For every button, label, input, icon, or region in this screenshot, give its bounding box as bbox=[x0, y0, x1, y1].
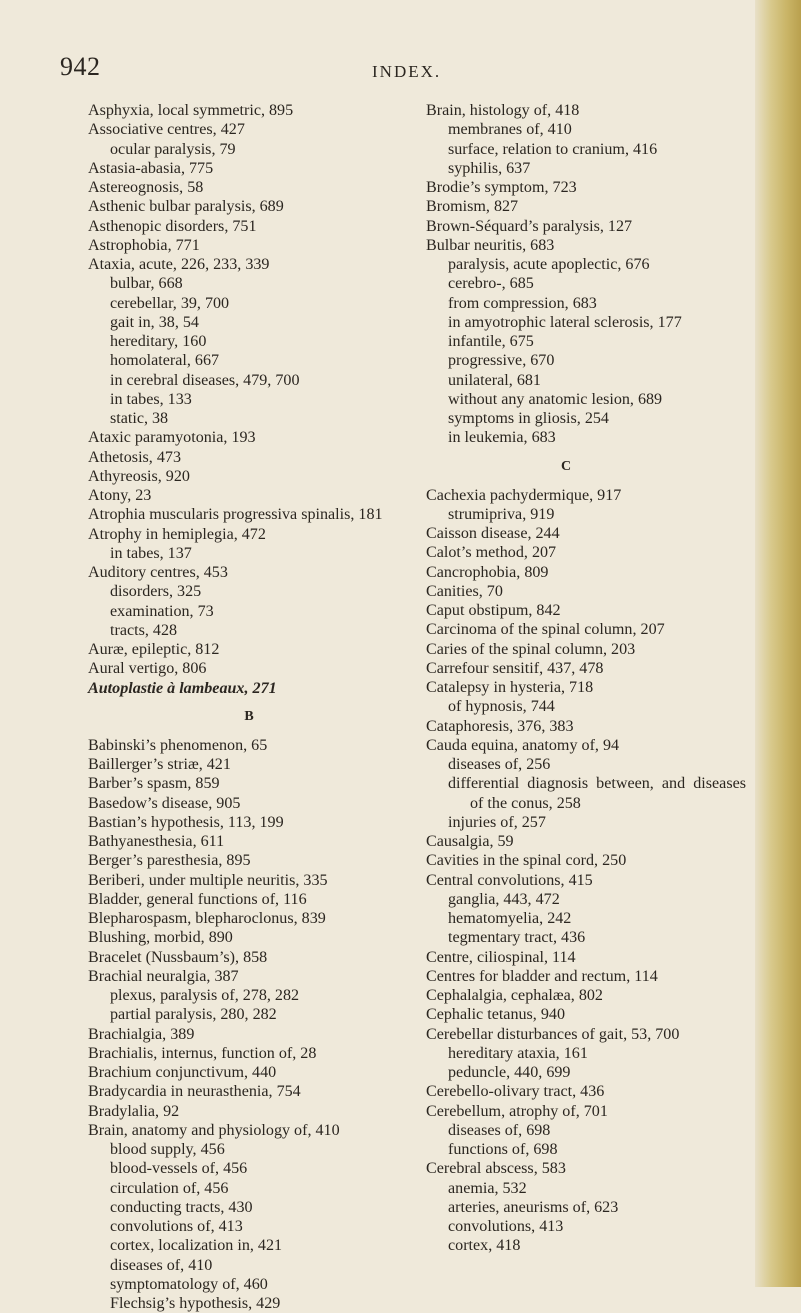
index-subentry: circulation of, 456 bbox=[110, 1179, 229, 1197]
index-entry: Brain, anatomy and physiology of, 410 bbox=[88, 1121, 340, 1139]
index-entry: Caisson disease, 244 bbox=[426, 525, 560, 542]
index-entry: Berger’s paresthesia, 895 bbox=[88, 852, 251, 870]
index-subentry: diseases of, 410 bbox=[110, 1256, 213, 1274]
index-subentry: progressive, 670 bbox=[448, 352, 555, 370]
index-subentry: Flechsig’s hypothesis, 429 bbox=[110, 1295, 281, 1312]
index-entry: Auditory centres, 453 bbox=[88, 564, 228, 581]
index-subentry: infantile, 675 bbox=[448, 333, 534, 350]
index-entry: Autoplastie à lambeaux, 271 bbox=[88, 679, 277, 697]
index-entry: Brown-Séquard’s paralysis, 127 bbox=[426, 217, 633, 235]
index-entry: Bradylalia, 92 bbox=[88, 1102, 180, 1120]
index-subentry: blood supply, 456 bbox=[110, 1141, 225, 1158]
index-entry: Cachexia pachydermique, 917 bbox=[426, 486, 622, 504]
index-entry: Brachial neuralgia, 387 bbox=[88, 967, 239, 985]
index-subentry: functions of, 698 bbox=[448, 1141, 558, 1158]
index-entry: Caput obstipum, 842 bbox=[426, 602, 561, 619]
index-entry: Cavities in the spinal cord, 250 bbox=[426, 852, 627, 870]
index-subentry: surface, relation to cranium, 416 bbox=[448, 140, 658, 158]
index-entry: Central convolutions, 415 bbox=[426, 871, 593, 889]
index-entry: Asthenic bulbar paralysis, 689 bbox=[88, 198, 284, 216]
index-subentry: peduncle, 440, 699 bbox=[448, 1064, 571, 1081]
index-subentry: symptoms in gliosis, 254 bbox=[448, 410, 609, 427]
index-entry: Aural vertigo, 806 bbox=[88, 660, 207, 678]
index-subentry: strumipriva, 919 bbox=[448, 505, 555, 523]
index-entry: Blepharospasm, blepharoclonus, 839 bbox=[88, 910, 326, 927]
index-entry: Brachium conjunctivum, 440 bbox=[88, 1064, 277, 1081]
index-entry: Catalepsy in hysteria, 718 bbox=[426, 679, 594, 696]
index-entry: Atrophy in hemiplegia, 472 bbox=[88, 525, 266, 543]
index-entry: Athetosis, 473 bbox=[88, 448, 181, 466]
index-entry: Auræ, epileptic, 812 bbox=[88, 641, 220, 658]
index-entry: Astereognosis, 58 bbox=[88, 179, 204, 196]
index-subentry: disorders, 325 bbox=[110, 583, 202, 601]
index-subentry: differential diagnosis between, and diseases of the conus, 258 bbox=[448, 775, 746, 812]
index-entry: Bradycardia in neurasthenia, 754 bbox=[88, 1083, 301, 1101]
index-subentry: tegmentary tract, 436 bbox=[448, 929, 586, 947]
page-header bbox=[0, 44, 760, 84]
index-entry: Cerebello-olivary tract, 436 bbox=[426, 1083, 605, 1101]
index-entry: Astrophobia, 771 bbox=[88, 236, 200, 254]
index-entry: Canities, 70 bbox=[426, 582, 503, 600]
index-subentry: in tabes, 133 bbox=[110, 390, 192, 408]
index-entry: Cerebellar disturbances of gait, 53, 700 bbox=[426, 1025, 680, 1043]
index-entry: Blushing, morbid, 890 bbox=[88, 929, 233, 947]
index-subentry: blood-vessels of, 456 bbox=[110, 1160, 248, 1178]
index-entry: Causalgia, 59 bbox=[426, 833, 514, 850]
index-subentry: bulbar, 668 bbox=[110, 275, 183, 293]
index-subentry: partial paralysis, 280, 282 bbox=[110, 1006, 277, 1024]
index-entry: Cephalic tetanus, 940 bbox=[426, 1006, 565, 1024]
index-entry: Bladder, general functions of, 116 bbox=[88, 890, 307, 908]
index-entry: Calot’s method, 207 bbox=[426, 544, 557, 562]
index-subentry: hereditary ataxia, 161 bbox=[448, 1044, 588, 1062]
index-subentry: anemia, 532 bbox=[448, 1179, 527, 1197]
index-entry: Associative centres, 427 bbox=[88, 121, 245, 139]
index-entry: Beriberi, under multiple neuritis, 335 bbox=[88, 871, 328, 889]
index-entry: Babinski’s phenomenon, 65 bbox=[88, 736, 268, 754]
index-subentry: arteries, aneurisms of, 623 bbox=[448, 1198, 619, 1216]
index-subentry: tracts, 428 bbox=[110, 621, 178, 639]
index-entry: Bulbar neuritis, 683 bbox=[426, 236, 555, 254]
index-entry: Carrefour sensitif, 437, 478 bbox=[426, 659, 604, 677]
running-title: INDEX. bbox=[372, 62, 442, 81]
index-entry: Brachialgia, 389 bbox=[88, 1025, 195, 1043]
index-subentry: in tabes, 137 bbox=[110, 544, 192, 562]
index-subentry: convolutions of, 413 bbox=[110, 1218, 243, 1235]
index-subentry: syphilis, 637 bbox=[448, 159, 531, 177]
index-entry: Bathyanesthesia, 611 bbox=[88, 833, 225, 850]
section-letter: C bbox=[560, 458, 572, 474]
index-subentry: cortex, 418 bbox=[448, 1237, 521, 1255]
index-entry: Atrophia muscularis progressiva spinalis, 181 bbox=[88, 506, 383, 524]
index-entry: Baillerger’s striæ, 421 bbox=[88, 756, 231, 773]
index-entry: Atony, 23 bbox=[88, 487, 152, 504]
index-subentry: gait in, 38, 54 bbox=[110, 313, 199, 331]
index-subentry: cerebellar, 39, 700 bbox=[110, 294, 230, 312]
page-number: 942 bbox=[60, 52, 101, 81]
index-entry: Centre, ciliospinal, 114 bbox=[426, 948, 576, 966]
index-entry: Ataxia, acute, 226, 233, 339 bbox=[88, 256, 270, 273]
index-subentry: convolutions, 413 bbox=[448, 1218, 564, 1235]
index-subentry: of hypnosis, 744 bbox=[448, 698, 555, 716]
index-entry: Asthenopic disorders, 751 bbox=[88, 217, 257, 235]
index-entry: Cancrophobia, 809 bbox=[426, 563, 549, 581]
index-entry: Bracelet (Nussbaum’s), 858 bbox=[88, 948, 268, 966]
index-entry: Cerebellum, atrophy of, 701 bbox=[426, 1102, 608, 1120]
index-entry: Cataphoresis, 376, 383 bbox=[426, 717, 574, 735]
page-edge-shading bbox=[755, 0, 801, 1287]
index-subentry: in leukemia, 683 bbox=[448, 429, 556, 447]
index-entry: Ataxic paramyotonia, 193 bbox=[88, 429, 256, 447]
index-subentry: without any anatomic lesion, 689 bbox=[448, 390, 663, 408]
index-entry: Centres for bladder and rectum, 114 bbox=[426, 967, 658, 985]
index-subentry: injuries of, 257 bbox=[448, 813, 546, 831]
index-subentry: diseases of, 698 bbox=[448, 1121, 551, 1139]
index-subentry: plexus, paralysis of, 278, 282 bbox=[110, 987, 300, 1004]
index-subentry: cortex, localization in, 421 bbox=[110, 1237, 283, 1255]
index-column-left bbox=[88, 101, 410, 1313]
index-subentry: examination, 73 bbox=[110, 602, 214, 620]
index-subentry: unilateral, 681 bbox=[448, 371, 541, 389]
index-subentry: ocular paralysis, 79 bbox=[110, 140, 236, 158]
index-entry: Caries of the spinal column, 203 bbox=[426, 640, 636, 658]
index-subentry: membranes of, 410 bbox=[448, 121, 572, 139]
index-subentry: hematomyelia, 242 bbox=[448, 910, 572, 927]
index-entry: Barber’s spasm, 859 bbox=[88, 775, 220, 793]
index-subentry: paralysis, acute apoplectic, 676 bbox=[448, 256, 650, 273]
index-entry: Astasia-abasia, 775 bbox=[88, 159, 214, 177]
index-entry: Brachialis, internus, function of, 28 bbox=[88, 1044, 317, 1062]
section-letter: B bbox=[244, 708, 254, 724]
index-subentry: in cerebral diseases, 479, 700 bbox=[110, 371, 300, 389]
index-entry: Cerebral abscess, 583 bbox=[426, 1160, 566, 1178]
index-entry: Asphyxia, local symmetric, 895 bbox=[88, 102, 294, 119]
index-subentry: hereditary, 160 bbox=[110, 333, 207, 350]
index-subentry: from compression, 683 bbox=[448, 294, 597, 312]
index-entry: Cephalalgia, cephalæa, 802 bbox=[426, 987, 603, 1004]
index-subentry: cerebro-, 685 bbox=[448, 275, 534, 293]
index-entry: Brodie’s symptom, 723 bbox=[426, 179, 577, 196]
index-subentry: conducting tracts, 430 bbox=[110, 1198, 253, 1216]
index-entry: Athyreosis, 920 bbox=[88, 467, 190, 485]
index-subentry: diseases of, 256 bbox=[448, 756, 551, 773]
index-subentry: homolateral, 667 bbox=[110, 352, 220, 370]
index-subentry: static, 38 bbox=[110, 410, 169, 427]
index-entry: Bastian’s hypothesis, 113, 199 bbox=[88, 813, 284, 831]
index-entry: Bromism, 827 bbox=[426, 198, 519, 216]
index-subentry: ganglia, 443, 472 bbox=[448, 890, 560, 908]
index-entry: Cauda equina, anatomy of, 94 bbox=[426, 736, 620, 754]
index-column-right bbox=[426, 101, 746, 1256]
index-entry: Carcinoma of the spinal column, 207 bbox=[426, 621, 665, 639]
index-subentry: in amyotrophic lateral sclerosis, 177 bbox=[448, 313, 682, 331]
index-subentry: symptomatology of, 460 bbox=[110, 1275, 268, 1293]
index-entry: Basedow’s disease, 905 bbox=[88, 794, 241, 812]
index-entry: Brain, histology of, 418 bbox=[426, 102, 580, 119]
